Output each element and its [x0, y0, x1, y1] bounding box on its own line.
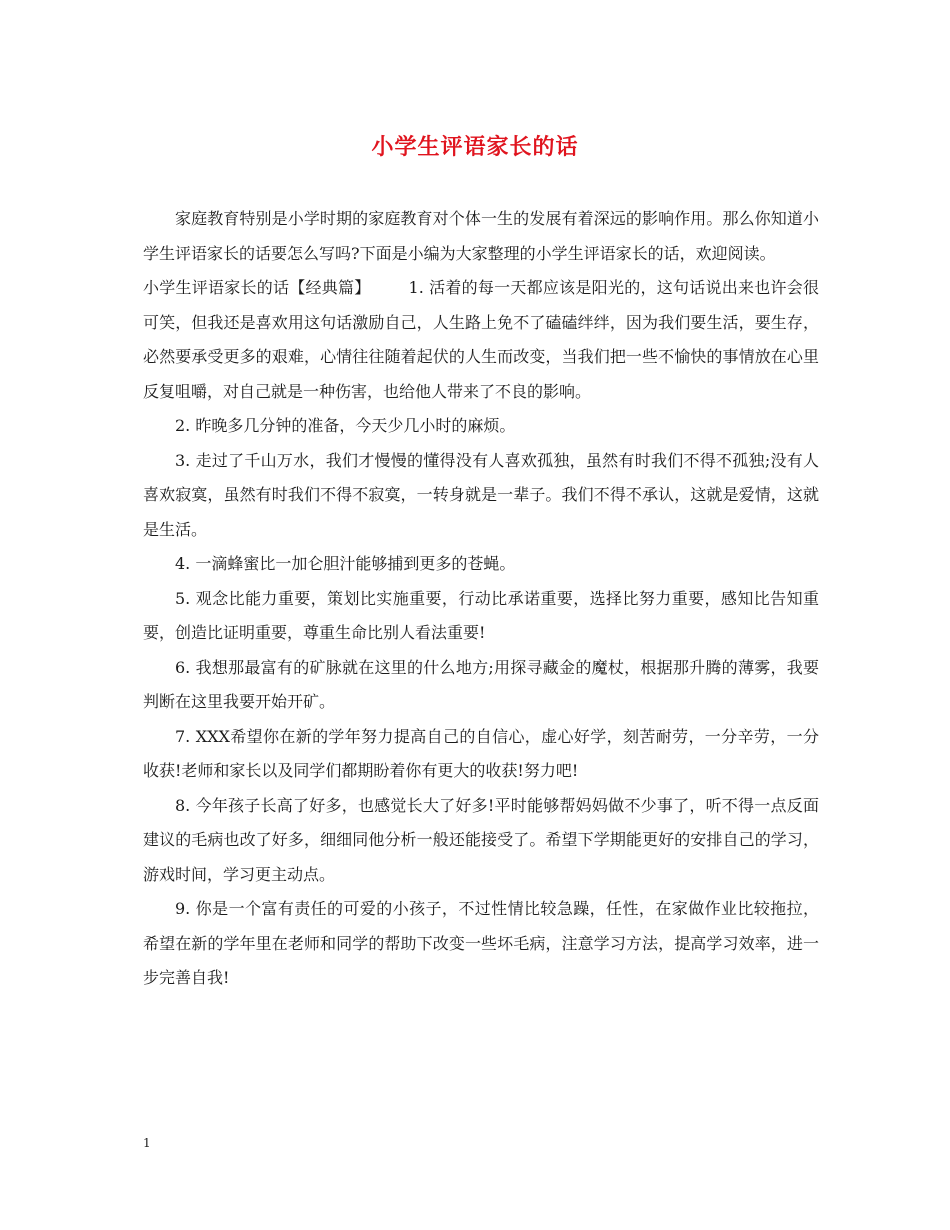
list-item-2: 2. 昨晚多几分钟的准备，今天少几小时的麻烦。	[175, 416, 516, 435]
section-heading: 小学生评语家长的话【经典篇】	[143, 278, 371, 297]
list-item-6: 6. 我想那最富有的矿脉就在这里的什么地方;用探寻藏金的魔杖，根据那升腾的薄雾，我要判断在这里我要开始开矿。	[143, 657, 819, 711]
document-title: 小学生评语家长的话	[371, 134, 579, 160]
intro-paragraph: 家庭教育特别是小学时期的家庭教育对个体一生的发展有着深远的影响作用。那么你知道小学生评语家长的话要怎么写吗?下面是小编为大家整理的小学生评语家长的话，欢迎阅读。	[143, 209, 819, 263]
list-item-1: 1. 活着的每一天都应该是阳光的，这句话说出来也许会很可笑，但我还是喜欢用这句话激励自己，人生路上免不了磕磕绊绊，因为我们要生活，要生存，必然要承受更多的艰难，心情往往随着起伏的人生而改变，当我们把一些不愉快的事情放在心里反复咀嚼，对自己就是一种伤害，也给他人带来了不良的影响。	[143, 278, 819, 401]
list-item-8: 8. 今年孩子长高了好多，也感觉长大了好多!平时能够帮妈妈做不少事了，听不得一点反面建议的毛病也改了好多，细细同他分析一般还能接受了。希望下学期能更好的安排自己的学习，游戏时间，学习更主动点。	[143, 795, 819, 884]
document-body	[143, 202, 819, 996]
section-first-paragraph	[143, 271, 819, 409]
list-item-3: 3. 走过了千山万水，我们才慢慢的懂得没有人喜欢孤独，虽然有时我们不得不孤独;没有人喜欢寂寞，虽然有时我们不得不寂寞，一转身就是一辈子。我们不得不承认，这就是爱情，这就是生活。	[143, 450, 819, 539]
list-item-7: 7. XXX希望你在新的学年努力提高自己的自信心，虚心好学，刻苦耐劳，一分辛劳，一分收获!老师和家长以及同学们都期盼着你有更大的收获!努力吧!	[143, 726, 819, 780]
list-item-4: 4. 一滴蜂蜜比一加仑胆汁能够捕到更多的苍蝇。	[175, 554, 516, 573]
list-item-9: 9. 你是一个富有责任的可爱的小孩子，不过性情比较急躁，任性，在家做作业比较拖拉，希望在新的学年里在老师和同学的帮助下改变一些坏毛病，注意学习方法，提高学习效率，进一步完善自我!	[143, 899, 819, 987]
page-number: 1	[143, 1136, 151, 1150]
list-item-5: 5. 观念比能力重要，策划比实施重要，行动比承诺重要，选择比努力重要，感知比告知重要，创造比证明重要，尊重生命比别人看法重要!	[143, 588, 819, 642]
